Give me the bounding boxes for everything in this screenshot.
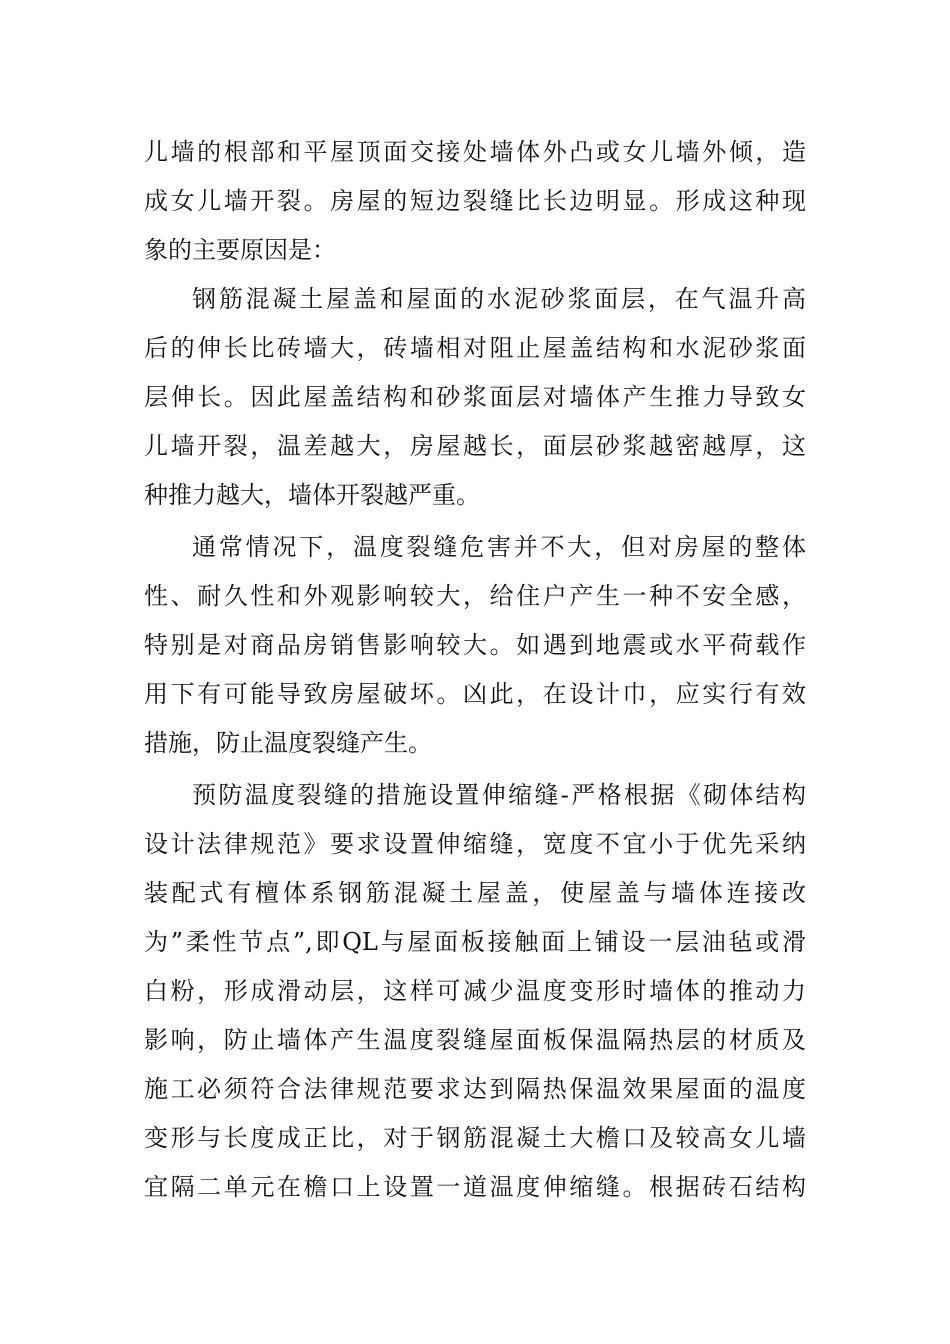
text-line: 通常情况下，温度裂缝危害并不大，但对房屋的整体 [192, 533, 806, 561]
text-line: 装配式有檀体系钢筋混凝土屋盖，使屋盖与墙体连接改 [144, 879, 806, 907]
text-line: 措施，防止温度裂缝产生。 [144, 729, 432, 757]
text-line: 成女儿墙开裂。房屋的短边裂缝比长边明显。形成这种现 [144, 187, 806, 215]
text-line: 钢筋混凝土屋盖和屋面的水泥砂浆面层，在气温升高 [192, 285, 806, 313]
text-line: 设计法律规范》要求设置伸缩缝，宽度不宜小于优先采纳 [144, 830, 806, 858]
text-line: 儿墙的根部和平屋顶面交接处墙体外凸或女儿墙外倾，造 [144, 138, 806, 166]
text-line: 种推力越大，墙体开裂越严重。 [144, 481, 480, 509]
text-line: 特别是对商品房销售影响较大。如遇到地震或水平荷载作 [144, 631, 806, 659]
text-line: 施工必须符合法律规范要求达到隔热保温效果屋面的温度 [144, 1075, 806, 1103]
text-line: 用下有可能导致房屋破坏。凶此，在设计巾，应实行有效 [144, 680, 806, 708]
text-line: 白粉，形成滑动层，这样可减少温度变形时墙体的推动力 [144, 977, 806, 1005]
text-line: 为”柔性节点”,即QL与屋面板接触面上铺设一层油毡或滑 [144, 928, 806, 956]
text-line: 层伸长。因此屋盖结构和砂浆面层对墙体产生推力导致女 [144, 383, 806, 411]
text-line: 影响，防止墙体产生温度裂缝屋面板保温隔热层的材质及 [144, 1026, 806, 1054]
text-line: 象的主要原因是： [144, 236, 336, 264]
text-line: 变形与长度成正比，对于钢筋混凝土大檐口及较高女儿墙 [144, 1124, 806, 1152]
text-line: 预防温度裂缝的措施设置伸缩缝-严格根据《砌体结构 [192, 781, 806, 809]
text-line: 儿墙开裂，温差越大，房屋越长，面层砂浆越密越厚，这 [144, 432, 806, 460]
text-line: 后的伸长比砖墙大，砖墙相对阻止屋盖结构和水泥砂浆面 [144, 334, 806, 362]
text-line: 性、耐久性和外观影响较大，给住户产生一种不安全感， [144, 582, 806, 610]
text-line: 宜隔二单元在檐口上设置一道温度伸缩缝。根据砖石结构 [144, 1173, 806, 1201]
